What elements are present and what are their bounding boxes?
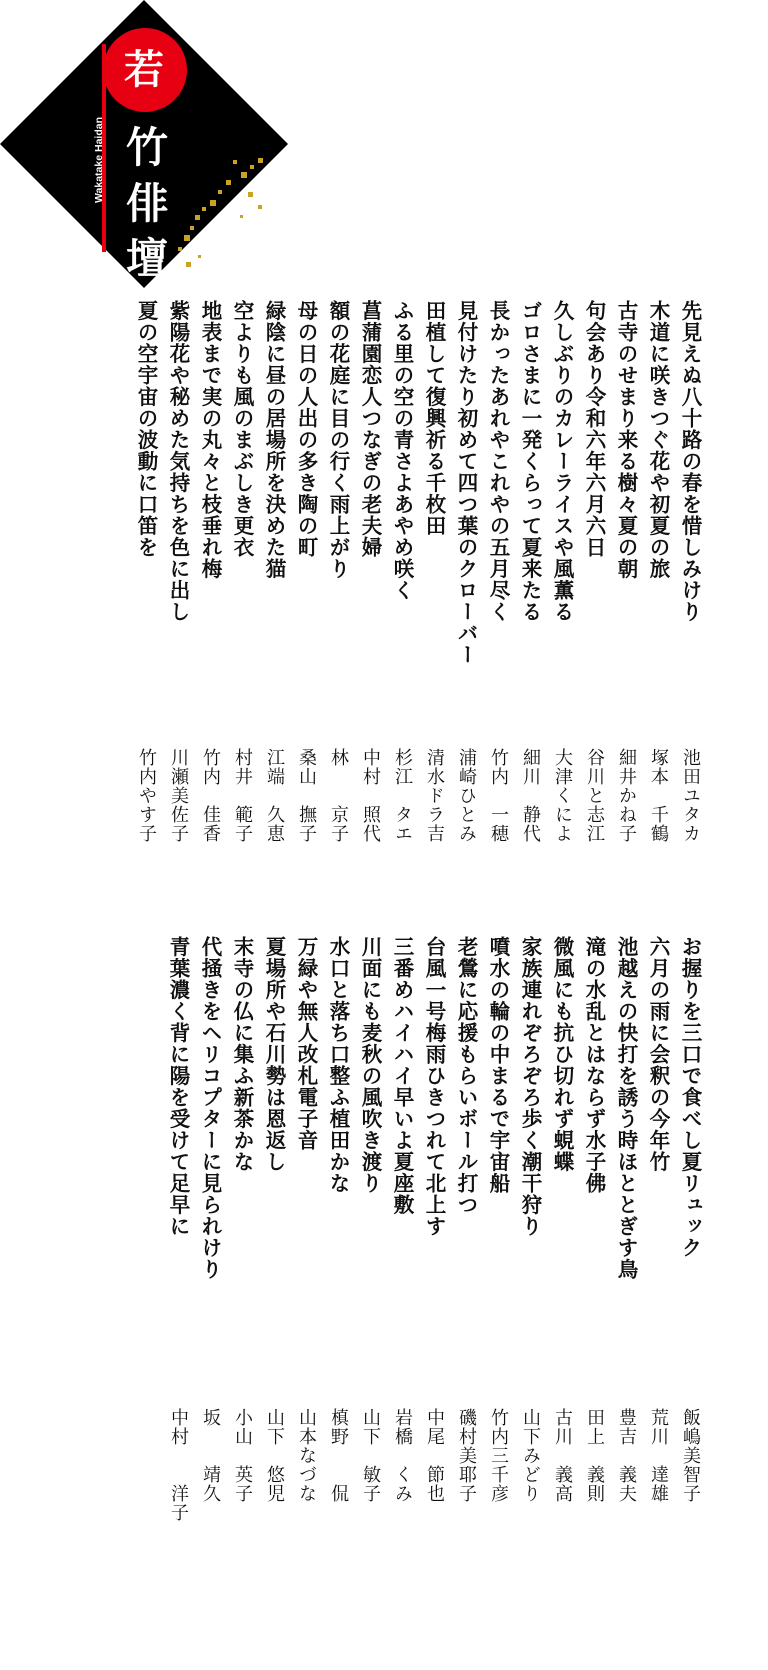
author-name: 谷川と志江	[584, 748, 605, 843]
author-name: 古川 義高	[552, 1408, 573, 1503]
logo-char-waka: 若	[124, 46, 164, 93]
author-name: 磯村美耶子	[456, 1408, 477, 1503]
author-name: 細川 静代	[520, 748, 541, 843]
logo-romaji: Wakatake Haidan	[93, 117, 105, 203]
haiku-line: お握りを三口で食べし夏リュック	[678, 936, 702, 1259]
haiku-line: 夏の空宇宙の波動に口笛を	[134, 300, 158, 558]
author-name: 坂 靖久	[200, 1408, 221, 1503]
haiku-line: 滝の水乱とはならず水子佛	[582, 936, 606, 1194]
author-name: 山下 敏子	[360, 1408, 381, 1503]
author-name: 塚本 千鶴	[648, 748, 669, 843]
haiku-line: 三番めハイハイ早いよ夏座敷	[390, 936, 414, 1216]
author-name: 竹内三千彦	[488, 1408, 509, 1503]
haiku-line: 地表まで実の丸々と枝垂れ梅	[198, 300, 222, 580]
haiku-line: 微風にも抗ひ切れず蜆蝶	[550, 936, 574, 1173]
haiku-line: 台風一号梅雨ひきつれて北上す	[422, 936, 446, 1237]
author-name: 桑山 撫子	[296, 748, 317, 843]
author-name: 岩橋 くみ	[392, 1408, 413, 1503]
haiku-line: 久しぶりのカレーライスや風薫る	[550, 300, 574, 623]
haiku-line: 池越えの快打を誘う時ほととぎす鳥	[614, 936, 638, 1280]
haiku-line: ふる里の空の青さよあやめ咲く	[390, 300, 414, 601]
author-name: 豊吉 義夫	[616, 1408, 637, 1503]
author-name: 山下みどり	[520, 1408, 541, 1503]
author-name: 小山 英子	[232, 1408, 253, 1503]
haiku-line: 青葉濃く背に陽を受けて足早に	[166, 936, 190, 1237]
haiku-line: 見付けたり初めて四つ葉のクローバー	[454, 300, 478, 666]
author-name: 田上 義則	[584, 1408, 605, 1503]
haiku-line: 母の日の人出の多き陶の町	[294, 300, 318, 558]
haiku-line: 夏場所や石川勢は恩返し	[262, 936, 286, 1173]
haiku-line: 末寺の仏に集ふ新茶かな	[230, 936, 254, 1173]
logo-char-hai: 俳	[125, 179, 168, 228]
haiku-line: 川面にも麦秋の風吹き渡り	[358, 936, 382, 1194]
author-name: 林 京子	[328, 748, 349, 843]
author-name: 川瀬美佐子	[168, 748, 189, 843]
author-name: 村井 範子	[232, 748, 253, 843]
author-name: 大津くによ	[552, 748, 573, 843]
author-name: 山下 悠児	[264, 1408, 285, 1503]
author-name: 杉江 タエ	[392, 748, 413, 843]
author-name: 清水ドラ吉	[424, 748, 445, 843]
author-name: 中村 洋子	[168, 1408, 189, 1522]
author-name: 池田ユタカ	[680, 748, 701, 843]
haiku-line: 菖蒲園恋人つなぎの老夫婦	[358, 300, 382, 558]
author-name: 山本なづな	[296, 1408, 317, 1503]
haiku-line: 古寺のせまり来る樹々夏の朝	[614, 300, 638, 580]
haiku-line: 句会あり令和六年六月六日	[582, 300, 606, 558]
author-name: 中村 照代	[360, 748, 381, 843]
haiku-line: 万緑や無人改札電子音	[294, 936, 318, 1151]
logo-char-dan: 壇	[125, 234, 168, 283]
haiku-line: 空よりも風のまぶしき更衣	[230, 300, 254, 558]
author-name: 竹内 佳香	[200, 748, 221, 843]
haiku-line: 長かったあれやこれやの五月尽く	[486, 300, 510, 623]
haiku-line: 木道に咲きつぐ花や初夏の旅	[646, 300, 670, 580]
author-name: 江端 久恵	[264, 748, 285, 843]
haiku-line: 額の花庭に目の行く雨上がり	[326, 300, 350, 580]
author-name: 中尾 節也	[424, 1408, 445, 1503]
haiku-line: 田植して復興祈る千枚田	[422, 300, 446, 537]
haiku-line: 家族連れぞろぞろ歩く潮干狩り	[518, 936, 542, 1237]
haiku-line: 緑陰に昼の居場所を決めた猫	[262, 300, 286, 580]
haiku-line: 老鶯に応援もらいボール打つ	[454, 936, 478, 1216]
logo-char-take: 竹	[125, 123, 168, 172]
author-name: 細井かね子	[616, 748, 637, 843]
author-name: 荒川 達雄	[648, 1408, 669, 1503]
haiku-line: 水口と落ち口整ふ植田かな	[326, 936, 350, 1194]
author-name: 竹内やす子	[136, 748, 157, 843]
haiku-line: ゴロさまに一発くらって夏来たる	[518, 300, 542, 623]
haiku-line: 六月の雨に会釈の今年竹	[646, 936, 670, 1173]
haiku-line: 噴水の輪の中まるで宇宙船	[486, 936, 510, 1194]
author-name: 浦崎ひとみ	[456, 748, 477, 843]
author-name: 槙野 侃	[328, 1408, 349, 1503]
wakatake-haidan-logo	[0, 0, 300, 300]
haiku-line: 代掻きをヘリコプターに見られけり	[198, 936, 222, 1280]
author-name: 飯嶋美智子	[680, 1408, 701, 1503]
haiku-line: 紫陽花や秘めた気持ちを色に出し	[166, 300, 190, 623]
author-name: 竹内 一穂	[488, 748, 509, 843]
haiku-line: 先見えぬ八十路の春を惜しみけり	[678, 300, 702, 623]
